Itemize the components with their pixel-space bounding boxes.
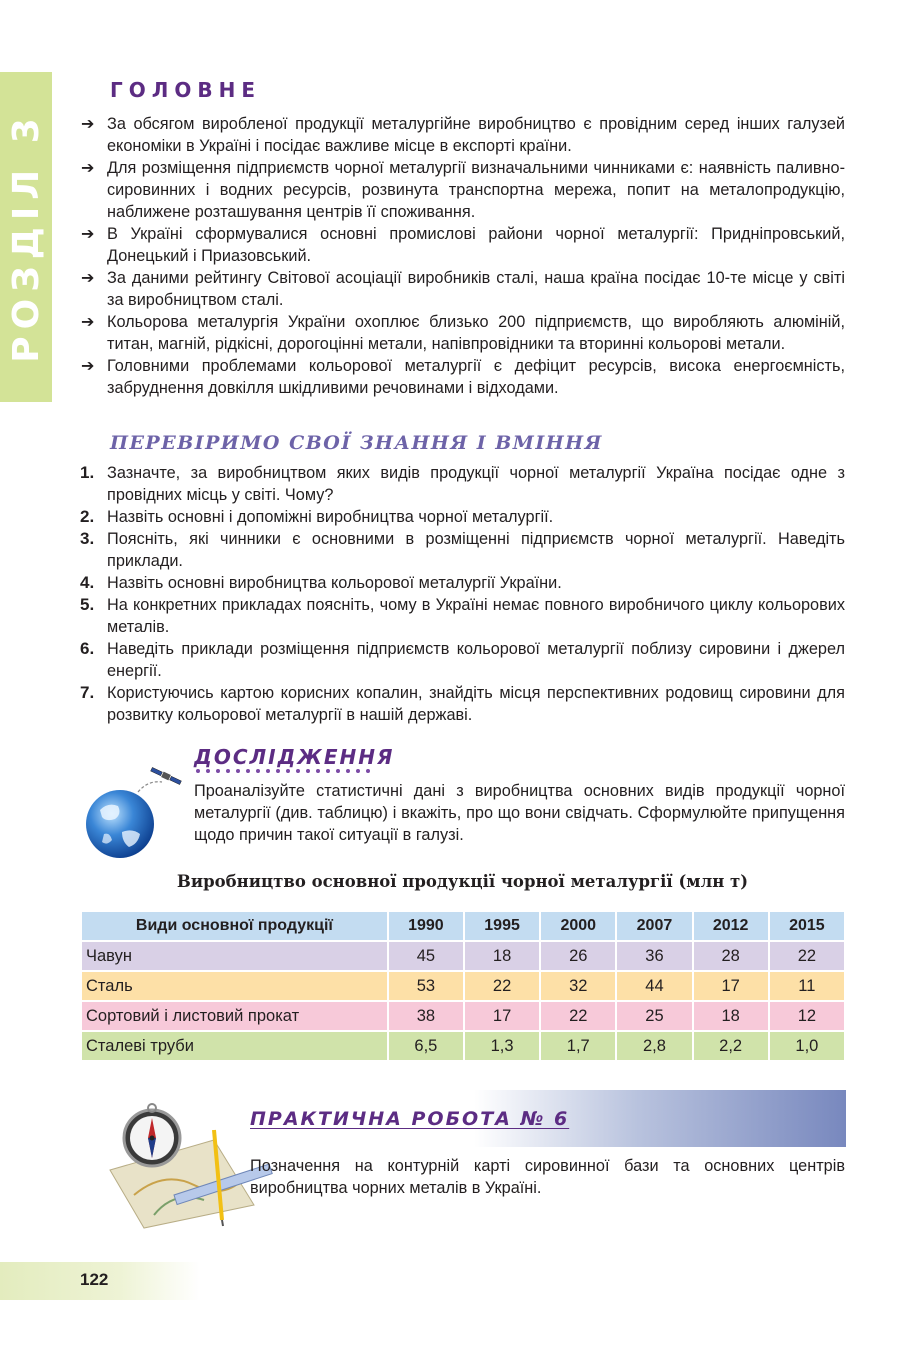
section-label: РОЗДІЛ 3 [5,111,47,363]
table-cell: 1,0 [769,1031,845,1061]
summary-item [80,157,845,223]
table-cell: 26 [540,941,616,971]
arrow-icon: ➔ [81,224,95,243]
arrow-icon: ➔ [81,158,95,177]
summary-text: Головними проблемами кольорової металургії є дефіцит ресурсів, висока енергоємність, забруднення довкілля шкідливими речовинами і відходами. [107,357,845,397]
question-number: 1. [80,463,95,482]
table-cell: 22 [540,1001,616,1031]
check-heading: ПЕРЕВІРИМО СВОЇ ЗНАННЯ І ВМІННЯ [110,432,603,454]
summary-item [80,223,845,267]
summary-text: За обсягом виробленої продукції металургійне виробництво є провідним серед інших галузей економіки в Україні і посідає важливе місце в експорті країни. [107,115,845,155]
question-number: 2. [80,507,95,526]
table-cell: 1,3 [464,1031,540,1061]
question-item [80,594,845,638]
page-number: 122 [80,1270,109,1289]
table-cell: 45 [388,941,464,971]
table-cell: 28 [693,941,769,971]
question-item [80,528,845,572]
table-cell: 18 [693,1001,769,1031]
globe-satellite-icon [82,762,192,862]
summary-item [80,311,845,355]
research-heading: ДОСЛІДЖЕННЯ [194,745,395,769]
table-title: Виробництво основної продукції чорної металургії (млн т) [176,872,749,891]
column-header: 2015 [769,911,845,941]
summary-text: Для розміщення підприємств чорної металургії визначальними чинниками є: наявність паливно-сировинних і водних ресурсів, розвинута транспортна мережа, попит на металопродукцію, наближене розташування центрів її споживання. [107,159,845,221]
column-header: 1990 [388,911,464,941]
practical-text: Позначення на контурній карті сировинної бази та основних центрів виробництва чорних металів в Україні. [250,1157,845,1197]
question-text: Зазначте, за виробництвом яких видів продукції чорної металургії Україна посідає одне з провідних місць у світі. Чому? [107,464,845,504]
summary-text: Кольорова металургія України охоплює близько 200 підприємств, що виробляють алюміній, титан, магній, рідкісні, дорогоцінні метали, напівпровідники та вторинні кольорові метали. [107,313,845,353]
arrow-icon: ➔ [81,268,95,287]
table-cell: 12 [769,1001,845,1031]
table-cell: 22 [769,941,845,971]
question-number: 6. [80,639,95,658]
question-item [80,462,845,506]
table-cell: 18 [464,941,540,971]
table-cell: 2,2 [693,1031,769,1061]
question-item [80,572,845,594]
questions-list [80,462,845,726]
row-label: Сталь [81,971,388,1001]
table-cell: 11 [769,971,845,1001]
table-cell: 25 [616,1001,692,1031]
row-label: Сталеві труби [81,1031,388,1061]
row-label: Чавун [81,941,388,971]
table-cell: 36 [616,941,692,971]
summary-item [80,355,845,399]
table-row [81,1031,845,1061]
table-cell: 2,8 [616,1031,692,1061]
table-cell: 38 [388,1001,464,1031]
summary-text: За даними рейтингу Світової асоціації виробників сталі, наша країна посідає 10-те місце у світі за виробництвом сталі. [107,269,845,309]
column-header: 2007 [616,911,692,941]
question-item [80,506,845,528]
table-cell: 22 [464,971,540,1001]
practical-heading: ПРАКТИЧНА РОБОТА № 6 [250,1108,570,1130]
summary-list [80,113,845,399]
table-row [81,941,845,971]
question-number: 5. [80,595,95,614]
table-row [81,971,845,1001]
question-number: 7. [80,683,95,702]
question-item [80,682,845,726]
question-number: 4. [80,573,95,592]
question-item [80,638,845,682]
arrow-icon: ➔ [81,114,95,133]
summary-text: В Україні сформувалися основні промислові райони чорної металургії: Придніпровський, Донецький і Приазовський. [107,225,845,265]
section-side-tab [0,72,52,402]
table-cell: 17 [464,1001,540,1031]
row-label: Сортовий і листовий прокат [81,1001,388,1031]
table-row [81,1001,845,1031]
column-header: 2000 [540,911,616,941]
question-text: Поясніть, які чинники є основними в розміщенні підприємств чорної металургії. Наведіть приклади. [107,530,845,570]
question-text: Назвіть основні виробництва кольорової металургії України. [107,574,562,592]
question-number: 3. [80,529,95,548]
table-cell: 17 [693,971,769,1001]
dotted-underline [195,764,375,778]
question-text: Наведіть приклади розміщення підприємств кольорової металургії поблизу сировини і джерел енергії. [107,640,845,680]
question-text: Користуючись картою корисних копалин, знайдіть місця перспективних родовищ сировини для розвитку кольорової металургії в нашій державі. [107,684,845,724]
table-header-row [81,911,845,941]
table-cell: 44 [616,971,692,1001]
column-header: 2012 [693,911,769,941]
table-cell: 32 [540,971,616,1001]
question-text: Назвіть основні і допоміжні виробництва чорної металургії. [107,508,554,526]
column-header: 1995 [464,911,540,941]
column-header: Види основної продукції [81,911,388,941]
summary-item [80,267,845,311]
table-cell: 6,5 [388,1031,464,1061]
arrow-icon: ➔ [81,312,95,331]
production-table [80,910,846,1062]
table-cell: 1,7 [540,1031,616,1061]
research-text: Проаналізуйте статистичні дані з виробництва основних видів продукції чорної металургії (див. таблицю) і вкажіть, про що вони свідчать. Сформулюйте припущення щодо причин такої ситуації в галузі. [194,782,845,844]
table-cell: 53 [388,971,464,1001]
arrow-icon: ➔ [81,356,95,375]
question-text: На конкретних прикладах поясніть, чому в Україні немає повного виробничого циклу кольорових металів. [107,596,845,636]
summary-heading: ГОЛОВНЕ [110,78,262,102]
summary-item [80,113,845,157]
